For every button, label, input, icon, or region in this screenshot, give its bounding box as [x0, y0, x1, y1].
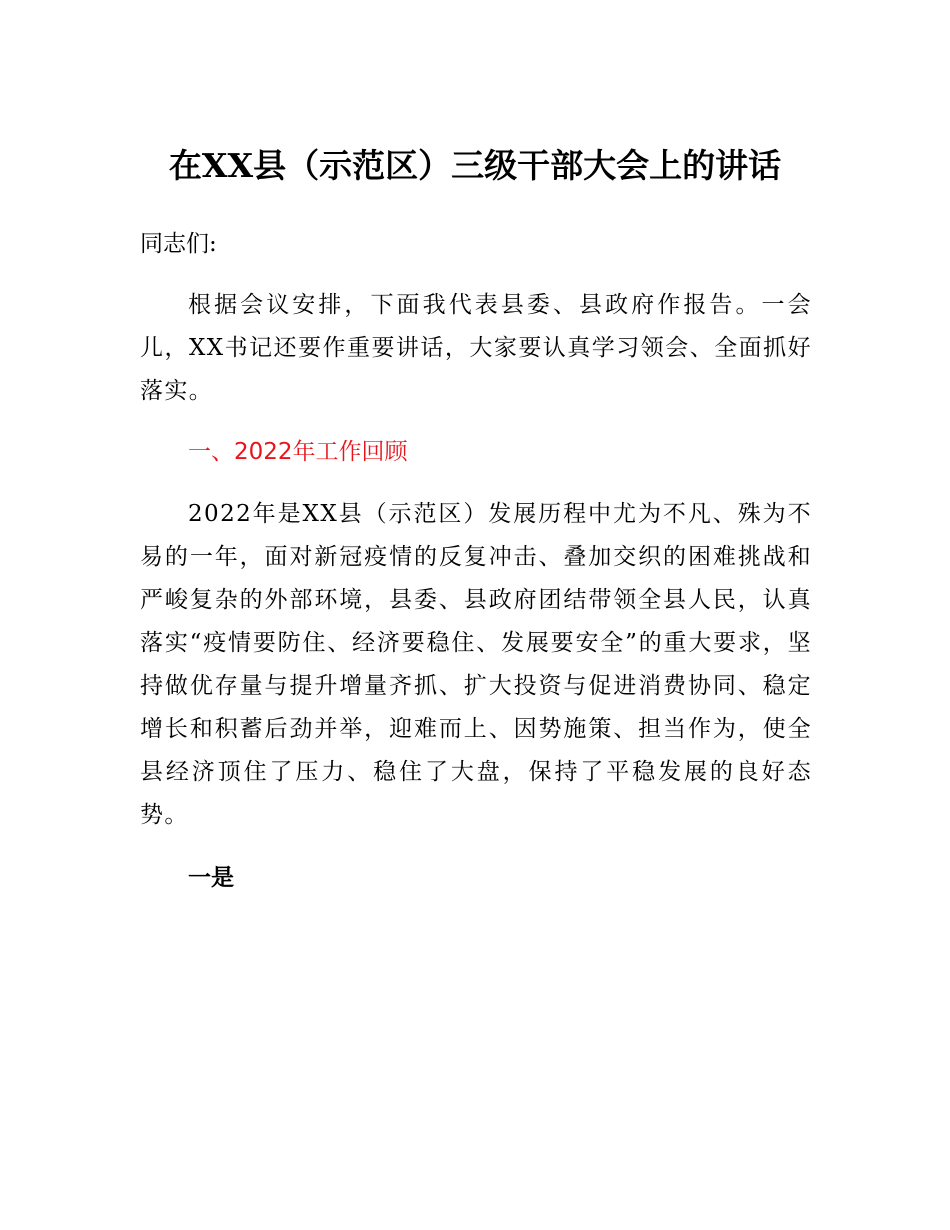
- paragraph-review: 2022年是XX县（示范区）发展历程中尤为不凡、殊为不易的一年，面对新冠疫情的反复冲击、叠加交织的困难挑战和严峻复杂的外部环境，县委、县政府团结带领全县人民，认真落实“疫情要防住、经济要稳住、发展要安全”的重大要求，坚持做优存量与提升增量齐抓、扩大投资与促进消费协同、稳定增长和积蓄后劲并举，迎难而上、因势施策、担当作为，使全县经济顶住了压力、稳住了大盘，保持了平稳发展的良好态势。: [140, 501, 812, 828]
- document-title: 在XX县（示范区）三级干部大会上的讲话: [168, 146, 782, 185]
- paragraph-intro: 根据会议安排，下面我代表县委、县政府作报告。一会儿，XX书记还要作重要讲话，大家要认真学习领会、全面抓好落实。: [140, 292, 812, 404]
- section-heading: 一、2022年工作回顾: [188, 439, 408, 465]
- sub-heading: 一是: [188, 865, 234, 891]
- salutation: 同志们:: [140, 231, 217, 257]
